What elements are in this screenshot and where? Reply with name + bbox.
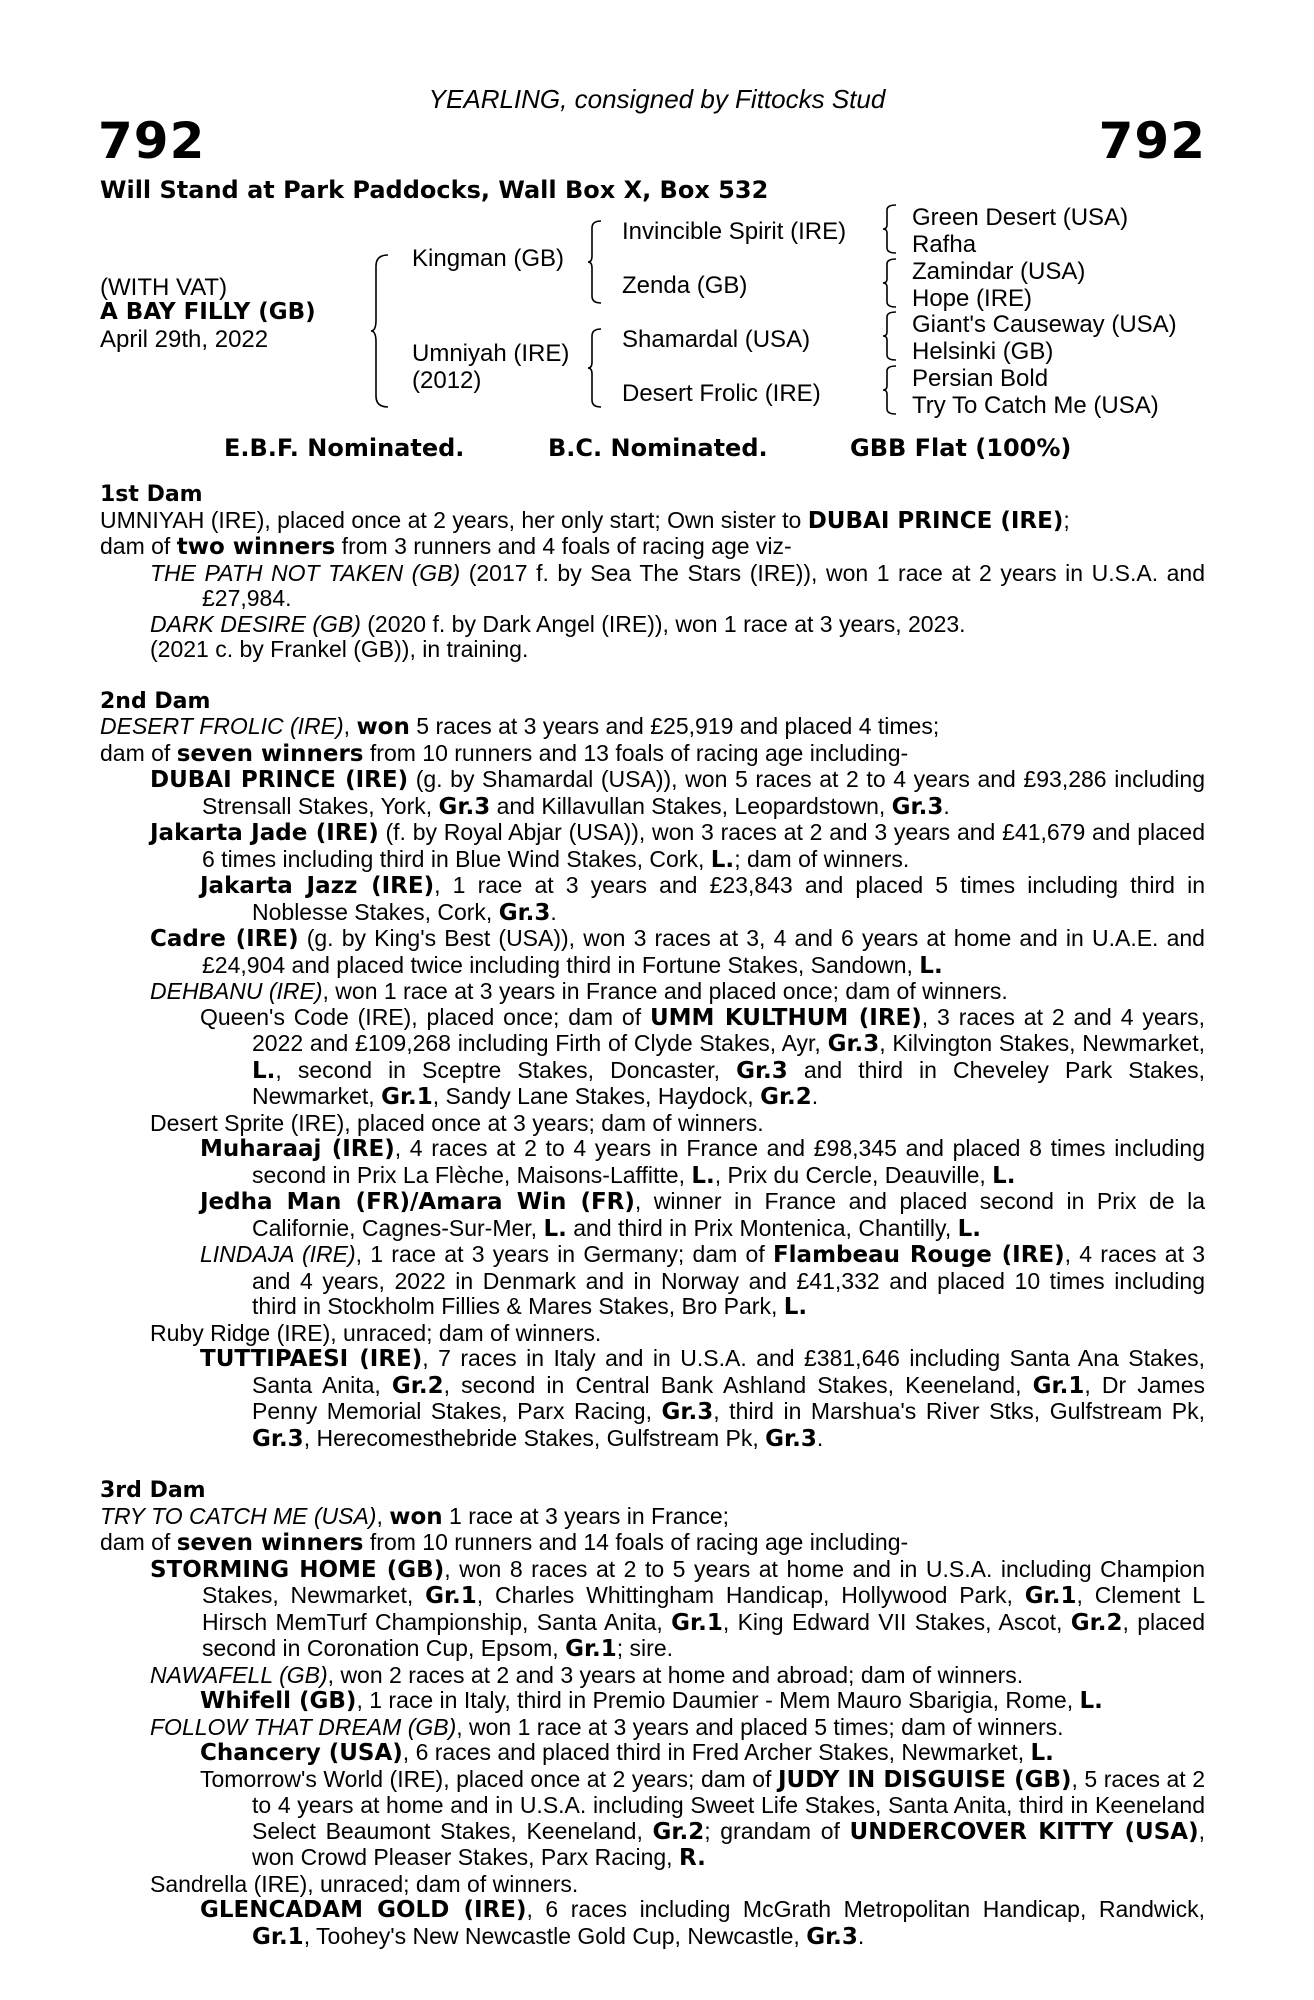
bc-nomination: B.C. Nominated. — [548, 434, 768, 462]
pedigree-brace-dam — [587, 328, 603, 408]
text: , 7 races in Italy and in U.S.A. and £381,646 including Santa Ana Stakes, Santa Anita, — [252, 1345, 1206, 1398]
lot-number-right: 792 — [1098, 112, 1206, 170]
pedigree-entry — [100, 741, 1205, 768]
text: (g. by King's Best (USA)), won 3 races at 3, 4 and 6 years at home and in U.A.E. and £24,904 and placed twice including third in Fortune Stakes, Sandown, — [202, 925, 1205, 978]
text: ; — [1063, 506, 1070, 533]
bold-text: won — [356, 714, 410, 740]
text: (f. by Royal Abjar (USA)), won 3 races at 2 and 3 years and £41,679 and placed 6 times including third in Blue Wind Stakes, Cork, — [202, 819, 1205, 872]
bold-text: Gr.1 — [1024, 1583, 1077, 1609]
produce-record — [100, 482, 1205, 1950]
text: UMNIYAH (IRE), placed once at 2 years, her only start; Own sister to — [100, 506, 808, 533]
italic-text: DEHBANU (IRE) — [150, 978, 323, 1004]
pedigree-brace-dd — [882, 365, 898, 415]
pedigree-g-dds: Persian Bold — [912, 365, 1049, 392]
pedigree-entry — [100, 1346, 1205, 1452]
pedigree-entry — [100, 1715, 1205, 1741]
text: , won 2 races at 2 and 3 years at home and abroad; dam of winners. — [327, 1661, 1024, 1688]
pedigree-entry — [100, 1688, 1205, 1715]
text: , won Crowd Pleaser Stakes, Parx Racing, — [252, 1817, 1205, 1870]
text: . — [857, 1922, 865, 1949]
text: , 4 races at 3 and 4 years, 2022 in Denmark and in Norway and £41,332 and placed 10 times including third in Stockholm Fillies & Mares Stakes, Bro Park, — [252, 1241, 1205, 1319]
italic-text: NAWAFELL (GB) — [150, 1661, 328, 1688]
bold-text: DUBAI PRINCE (IRE) — [807, 507, 1064, 534]
pedigree-g-sss: Green Desert (USA) — [912, 204, 1129, 231]
pedigree-entry — [100, 561, 1205, 612]
bold-text: Gr.2 — [652, 1818, 705, 1845]
pedigree-sire-dam: Zenda (GB) — [622, 272, 748, 299]
pedigree-entry — [100, 1897, 1205, 1950]
bold-text: DUBAI PRINCE (IRE) — [150, 767, 409, 793]
text: and third in Cheveley Park Stakes, Newmarket, — [252, 1056, 1205, 1109]
section-heading: 3rd Dam — [100, 1478, 206, 1503]
text: , Kilvington Stakes, Newmarket, — [879, 1030, 1205, 1056]
bold-text: Gr.3 — [736, 1057, 788, 1084]
pedigree-entry — [100, 1872, 1205, 1898]
bold-text: Gr.3 — [438, 793, 491, 820]
italic-text: DARK DESIRE (GB) — [150, 610, 361, 637]
text: dam of — [100, 739, 177, 766]
italic-text: TRY TO CATCH ME (USA) — [100, 1502, 377, 1529]
bold-text: Gr.3 — [765, 1425, 817, 1452]
pedigree-g-dsd: Helsinki (GB) — [912, 338, 1054, 365]
bold-text: Gr.2 — [1070, 1609, 1123, 1636]
text: and Killavullan Stakes, Leopardstown, — [490, 792, 892, 819]
text: , Toohey's New Newcastle Gold Cup, Newcastle, — [303, 1922, 807, 1949]
text: , placed second in Coronation Cup, Epsom, — [202, 1608, 1205, 1661]
bold-text: Gr.3 — [252, 1425, 304, 1452]
bold-text: GLENCADAM GOLD (IRE) — [200, 1897, 527, 1923]
bold-text: R. — [678, 1845, 706, 1871]
bold-text: Chancery (USA) — [200, 1740, 403, 1766]
bold-text: Gr.3 — [661, 1399, 714, 1425]
pedigree-entry — [100, 767, 1205, 820]
gbb-status: GBB Flat (100%) — [850, 434, 1072, 462]
pedigree-entry — [100, 1005, 1205, 1111]
text: 1 race at 3 years in France; — [442, 1502, 730, 1529]
pedigree-brace-sd — [882, 258, 898, 308]
vat-note: (WITH VAT) — [100, 274, 228, 301]
pedigree-entry — [100, 1767, 1205, 1872]
bold-text: Gr.1 — [671, 1609, 723, 1636]
text: , third in Marshua's River Stks, Gulfstream Pk, — [713, 1398, 1206, 1424]
pedigree-entry — [100, 979, 1205, 1005]
text: , 6 races and placed third in Fred Archer Stakes, Newmarket, — [402, 1739, 1031, 1765]
pedigree-g-sdd: Hope (IRE) — [912, 285, 1033, 312]
bold-text: Cadre (IRE) — [150, 926, 299, 952]
bold-text: UMM KULTHUM (IRE) — [649, 1004, 922, 1031]
text: (2017 f. by Sea The Stars (IRE)), won 1 race at 2 years in U.S.A. and £27,984. — [202, 559, 1205, 611]
pedigree-entry — [100, 714, 1205, 741]
bold-text: L. — [1030, 1740, 1054, 1766]
lot-number-left: 792 — [98, 112, 206, 170]
text: , Charles Whittingham Handicap, Hollywood Park, — [476, 1582, 1025, 1608]
bold-text: won — [389, 1503, 443, 1530]
italic-text: THE PATH NOT TAKEN (GB) — [150, 559, 461, 586]
text: 5 races at 3 years and £25,919 and placed 4 times; — [409, 713, 940, 739]
ebf-nomination: E.B.F. Nominated. — [224, 434, 465, 462]
bold-text: L. — [957, 1215, 982, 1242]
pedigree-entry — [100, 1136, 1205, 1189]
text: , Dr James Penny Memorial Stakes, Parx Racing, — [252, 1371, 1205, 1424]
text: , won 1 race at 3 years and placed 5 times; dam of winners. — [456, 1713, 1064, 1740]
pedigree-entry — [100, 1321, 1205, 1347]
stand-location: Will Stand at Park Paddocks, Wall Box X, Box 532 — [100, 176, 769, 204]
text: (2021 c. by Frankel (GB)), in training. — [150, 636, 529, 662]
bold-text: Jedha Man (FR)/Amara Win (FR) — [200, 1189, 635, 1215]
pedigree-entry — [100, 612, 1205, 638]
bold-text: Gr.1 — [381, 1084, 433, 1110]
pedigree-g-ddd: Try To Catch Me (USA) — [912, 392, 1159, 419]
text: dam of — [100, 1529, 177, 1555]
pedigree-entry — [100, 1242, 1205, 1321]
bold-text: Flambeau Rouge (IRE) — [772, 1242, 1065, 1268]
text: from 3 runners and 4 foals of racing age viz- — [335, 533, 792, 559]
pedigree-brace-ds — [882, 311, 898, 361]
text: , winner in France and placed second in Prix de la Californie, Cagnes-Sur-Mer, — [252, 1188, 1205, 1241]
text: Tomorrow's World (IRE), placed once at 2 years; dam of — [200, 1765, 778, 1792]
bold-text: Gr.3 — [498, 899, 551, 926]
text: , Herecomesthebride Stakes, Gulfstream Pk, — [303, 1424, 766, 1451]
pedigree-entry — [100, 534, 1205, 561]
pedigree-entry — [100, 637, 1205, 663]
text: , 6 races including McGrath Metropolitan Handicap, Randwick, — [526, 1896, 1205, 1922]
italic-text: DESERT FROLIC (IRE) — [100, 713, 344, 739]
bold-text: JUDY IN DISGUISE (GB) — [777, 1766, 1072, 1793]
bold-text: seven winners — [176, 740, 364, 767]
text: from 10 runners and 14 foals of racing age including- — [363, 1529, 909, 1555]
bold-text: L. — [992, 1162, 1016, 1189]
bold-text: UNDERCOVER KITTY (USA) — [849, 1818, 1199, 1845]
pedigree-entry — [100, 1530, 1205, 1557]
pedigree-dam: Umniyah (IRE) — [412, 340, 570, 367]
bold-text: L. — [710, 846, 735, 873]
bold-text: Whifell (GB) — [200, 1688, 357, 1714]
text: , 1 race in Italy, third in Premio Daumier - Mem Mauro Sbarigia, Rome, — [356, 1687, 1080, 1713]
pedigree-entry — [100, 926, 1205, 979]
section-heading: 1st Dam — [100, 482, 203, 507]
horse-dob: April 29th, 2022 — [100, 326, 269, 353]
text: Ruby Ridge (IRE), unraced; dam of winners. — [150, 1319, 602, 1346]
pedigree-dam-year: (2012) — [412, 367, 482, 394]
text: , 3 races at 2 and 4 years, 2022 and £109,268 including Firth of Clyde Stakes, Ayr, — [252, 1003, 1205, 1056]
pedigree-entry — [100, 1740, 1205, 1767]
pedigree-g-dss: Giant's Causeway (USA) — [912, 311, 1177, 338]
bold-text: Gr.1 — [1032, 1372, 1085, 1399]
text: , 5 races at 2 to 4 years at home and in U.S.A. including Sweet Life Stakes, Santa Anita, third in Keeneland Select Beaumont Stakes, Keeneland, — [252, 1765, 1205, 1844]
text: , 1 race at 3 years and £23,843 and placed 5 times including third in Noblesse Stakes, Cork, — [252, 872, 1205, 925]
text: , 4 races at 2 to 4 years in France and £98,345 and placed 8 times including second in Prix La Flèche, Maisons-Laffitte, — [252, 1135, 1205, 1188]
italic-text: LINDAJA (IRE) — [200, 1241, 356, 1267]
pedigree-entry — [100, 1504, 1205, 1531]
bold-text: L. — [543, 1215, 567, 1242]
pedigree-g-ssd: Rafha — [912, 231, 977, 258]
text: Sandrella (IRE), unraced; dam of winners. — [150, 1870, 579, 1897]
bold-text: Gr.2 — [391, 1372, 444, 1399]
text: and third in Prix Montenica, Chantilly, — [566, 1214, 958, 1241]
bold-text: Gr.1 — [252, 1923, 304, 1950]
text: , won 1 race at 3 years in France and placed once; dam of winners. — [322, 978, 1008, 1004]
text: ; grandam of — [704, 1817, 850, 1844]
section-heading: 2nd Dam — [100, 688, 211, 714]
pedigree-brace-sire — [587, 220, 603, 304]
pedigree-entry — [100, 873, 1205, 926]
text: , Clement L Hirsch MemTurf Championship, Santa Anita, — [202, 1582, 1205, 1635]
text: , second in Central Bank Ashland Stakes, Keeneland, — [443, 1371, 1033, 1398]
text: , King Edward VII Stakes, Ascot, — [722, 1608, 1071, 1635]
pedigree-sire: Kingman (GB) — [412, 245, 565, 272]
pedigree-entry — [100, 1111, 1205, 1137]
bold-text: Jakarta Jade (IRE) — [150, 820, 379, 846]
text: . — [816, 1424, 824, 1451]
pedigree-sire-sire: Invincible Spirit (IRE) — [622, 218, 847, 245]
bold-text: Gr.3 — [827, 1031, 880, 1057]
bold-text: Muharaaj (IRE) — [200, 1136, 395, 1162]
pedigree-brace-main — [370, 254, 390, 408]
bold-text: two winners — [176, 534, 336, 560]
bold-text: Jakarta Jazz (IRE) — [200, 873, 435, 899]
text: , second in Sceptre Stakes, Doncaster, — [275, 1056, 737, 1083]
text: . — [811, 1083, 819, 1109]
text: Desert Sprite (IRE), placed once at 3 years; dam of winners. — [150, 1109, 764, 1136]
text: ; dam of winners. — [734, 845, 910, 872]
text: , Sandy Lane Stakes, Haydock, — [432, 1083, 761, 1109]
bold-text: L. — [252, 1057, 276, 1084]
bold-text: L. — [783, 1294, 808, 1320]
horse-name: A BAY FILLY (GB) — [100, 299, 316, 325]
text: , Prix du Cercle, Deauville, — [714, 1161, 993, 1188]
pedigree-brace-ss — [882, 204, 898, 254]
text: dam of — [100, 533, 177, 559]
text: (2020 f. by Dark Angel (IRE)), won 1 race at 3 years, 2023. — [360, 610, 966, 637]
text: , won 8 races at 2 to 5 years at home and in U.S.A. including Champion Stakes, Newmarket, — [202, 1555, 1206, 1608]
text: , — [376, 1502, 390, 1529]
bold-text: Gr.1 — [425, 1583, 477, 1609]
pedigree-g-sds: Zamindar (USA) — [912, 258, 1086, 285]
bold-text: seven winners — [176, 1530, 364, 1556]
text: , — [343, 713, 357, 739]
pedigree-entry — [100, 1557, 1205, 1663]
bold-text: TUTTIPAESI (IRE) — [200, 1346, 423, 1372]
text: Queen's Code (IRE), placed once; dam of — [200, 1003, 650, 1030]
pedigree-dam-sire: Shamardal (USA) — [622, 326, 811, 353]
text: . — [943, 792, 950, 819]
bold-text: L. — [919, 952, 943, 979]
bold-text: L. — [1079, 1688, 1103, 1714]
bold-text: L. — [691, 1162, 715, 1189]
bold-text: Gr.3 — [891, 793, 944, 820]
bold-text: Gr.3 — [806, 1923, 858, 1950]
bold-text: Gr.2 — [760, 1084, 812, 1110]
pedigree-entry — [100, 508, 1205, 535]
pedigree-entry — [100, 1663, 1205, 1689]
text: from 10 runners and 13 foals of racing age including- — [363, 739, 909, 766]
sale-subtitle: YEARLING, consigned by Fittocks Stud — [428, 84, 886, 114]
bold-text: STORMING HOME (GB) — [150, 1556, 445, 1583]
pedigree-entry — [100, 1189, 1205, 1242]
text: (g. by Shamardal (USA)), won 5 races at 2 to 4 years and £93,286 including Strensall Stakes, York, — [202, 766, 1206, 819]
pedigree-entry — [100, 820, 1205, 873]
pedigree-dam-dam: Desert Frolic (IRE) — [622, 380, 821, 407]
text: , 1 race at 3 years in Germany; dam of — [355, 1241, 773, 1267]
text: ; sire. — [616, 1635, 674, 1661]
italic-text: FOLLOW THAT DREAM (GB) — [150, 1713, 457, 1740]
text: . — [550, 898, 557, 925]
bold-text: Gr.1 — [565, 1636, 617, 1662]
